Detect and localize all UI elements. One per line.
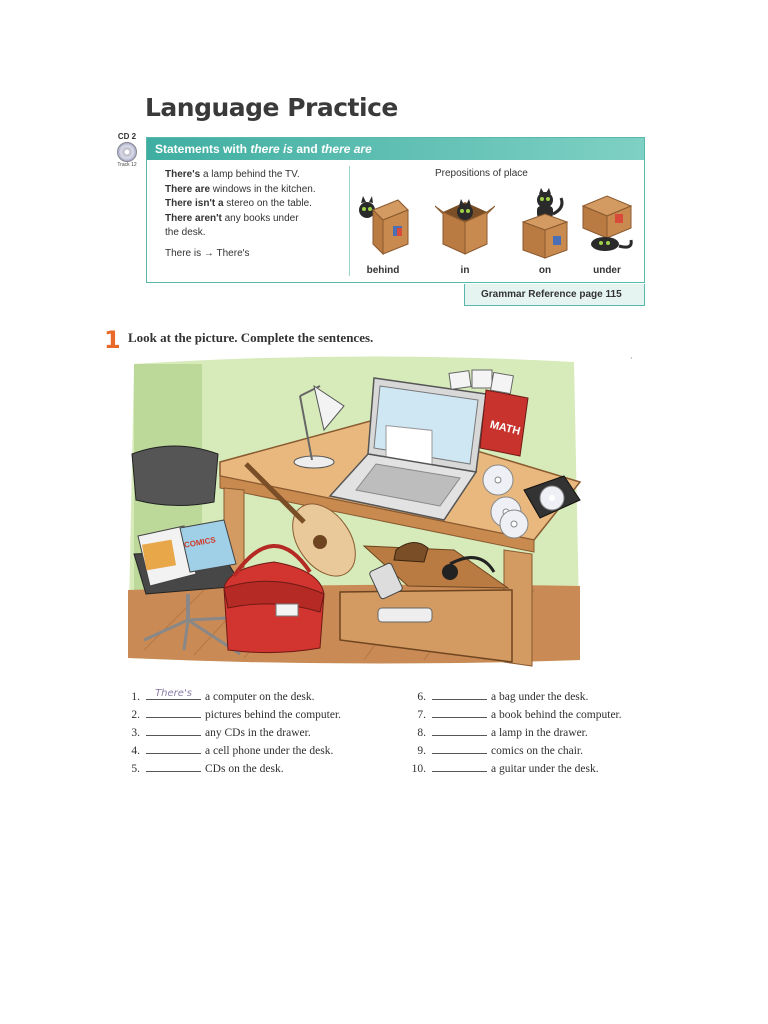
item-number: 4.	[131, 745, 140, 757]
comics-label: COMICS	[183, 535, 217, 550]
grammar-reference-tab: Grammar Reference page 115	[464, 284, 645, 306]
exercise-item	[404, 688, 622, 706]
sentence-bold: There isn't a	[165, 198, 224, 209]
item-text: comics on the chair.	[491, 745, 583, 757]
exercise-instruction: Look at the picture. Complete the sentences.	[128, 330, 374, 345]
item-number: 9.	[417, 745, 426, 757]
contraction-note	[165, 247, 316, 262]
exercise-item	[118, 706, 341, 724]
cd-disc-icon	[117, 142, 137, 162]
exercise-item	[118, 760, 341, 778]
exercise-item	[404, 760, 622, 778]
box-in-illustration	[435, 188, 495, 260]
item-text: a bag under the desk.	[491, 691, 589, 703]
exercise-number: 1	[104, 326, 121, 354]
answers-left-column	[118, 688, 341, 778]
item-number: 10.	[411, 763, 426, 775]
room-illustration	[124, 350, 584, 668]
exercise-item	[404, 706, 622, 724]
contraction-left: There is	[165, 247, 202, 259]
box-under-illustration	[577, 188, 637, 260]
exercise-item	[404, 742, 622, 760]
arrow-icon: →	[203, 247, 214, 259]
exercise-item	[118, 742, 341, 760]
item-text: a lamp in the drawer.	[491, 727, 588, 739]
math-book	[480, 390, 528, 456]
item-text: a book behind the computer.	[491, 709, 622, 721]
item-text: a guitar under the desk.	[491, 763, 599, 775]
divider	[349, 166, 350, 276]
header-there-is: there is	[250, 142, 294, 156]
cd-track: Track 12	[117, 162, 137, 168]
cd-label: CD 2	[117, 132, 137, 141]
exercise-item	[404, 724, 622, 742]
sentence-rest: a lamp behind the TV.	[200, 169, 300, 180]
contraction-right: There's	[216, 247, 250, 259]
cd-track-badge	[113, 132, 141, 168]
sentence-bold: There aren't	[165, 212, 222, 224]
sentence-bold: There are	[165, 183, 211, 195]
box-behind-illustration	[353, 188, 413, 260]
example-sentence	[165, 197, 316, 212]
item-number: 2.	[131, 709, 140, 721]
example-sentence	[165, 168, 316, 183]
item-number: 8.	[417, 727, 426, 739]
grammar-box	[146, 137, 645, 283]
answers-right-column	[404, 688, 622, 778]
item-number: 6.	[417, 691, 426, 703]
item-text: pictures behind the computer.	[205, 709, 342, 721]
grammar-header	[147, 138, 644, 160]
page-title: Language Practice	[145, 93, 398, 122]
answer-blank[interactable]	[432, 706, 487, 718]
sentence-bold: There's	[165, 169, 201, 180]
math-book-label: MATH	[488, 418, 522, 438]
answer-blank[interactable]	[146, 760, 201, 772]
prep-label-under: under	[593, 265, 621, 276]
prep-label-behind: behind	[366, 265, 400, 276]
prepositions-title: Prepositions of place	[435, 168, 528, 179]
box-on-illustration	[515, 188, 575, 260]
item-text: a computer on the desk.	[205, 691, 315, 703]
answer-blank[interactable]: There's	[146, 688, 201, 700]
header-there-are: there are	[321, 142, 372, 156]
sentence-rest: the desk.	[165, 227, 206, 238]
exercise-item	[118, 688, 341, 706]
item-text: any CDs in the drawer.	[205, 727, 311, 739]
prep-label-on: on	[538, 265, 552, 276]
example-sentence	[165, 226, 316, 241]
item-number: 1.	[131, 691, 140, 703]
answer-blank[interactable]	[432, 742, 487, 754]
answer-blank[interactable]	[146, 706, 201, 718]
answer-blank[interactable]	[432, 724, 487, 736]
item-text: CDs on the desk.	[205, 763, 284, 775]
answer-blank[interactable]	[432, 688, 487, 700]
sentence-rest: windows in the kitchen.	[210, 183, 316, 195]
example-sentences	[165, 168, 316, 261]
example-sentence	[165, 212, 316, 227]
exercise-item	[118, 724, 341, 742]
header-prefix: Statements with	[155, 142, 251, 156]
sentence-rest: any books under	[221, 212, 299, 224]
example-sentence	[165, 183, 316, 198]
sentence-rest: stereo on the table.	[223, 198, 312, 209]
header-and: and	[293, 142, 322, 156]
item-number: 7.	[417, 709, 426, 721]
item-number: 5.	[131, 763, 140, 775]
answer-blank[interactable]	[146, 724, 201, 736]
prep-label-in: in	[460, 265, 470, 276]
answer-blank[interactable]	[146, 742, 201, 754]
answer-blank[interactable]	[432, 760, 487, 772]
item-text: a cell phone under the desk.	[205, 745, 334, 757]
stray-mark: ·	[630, 354, 633, 363]
item-number: 3.	[131, 727, 140, 739]
